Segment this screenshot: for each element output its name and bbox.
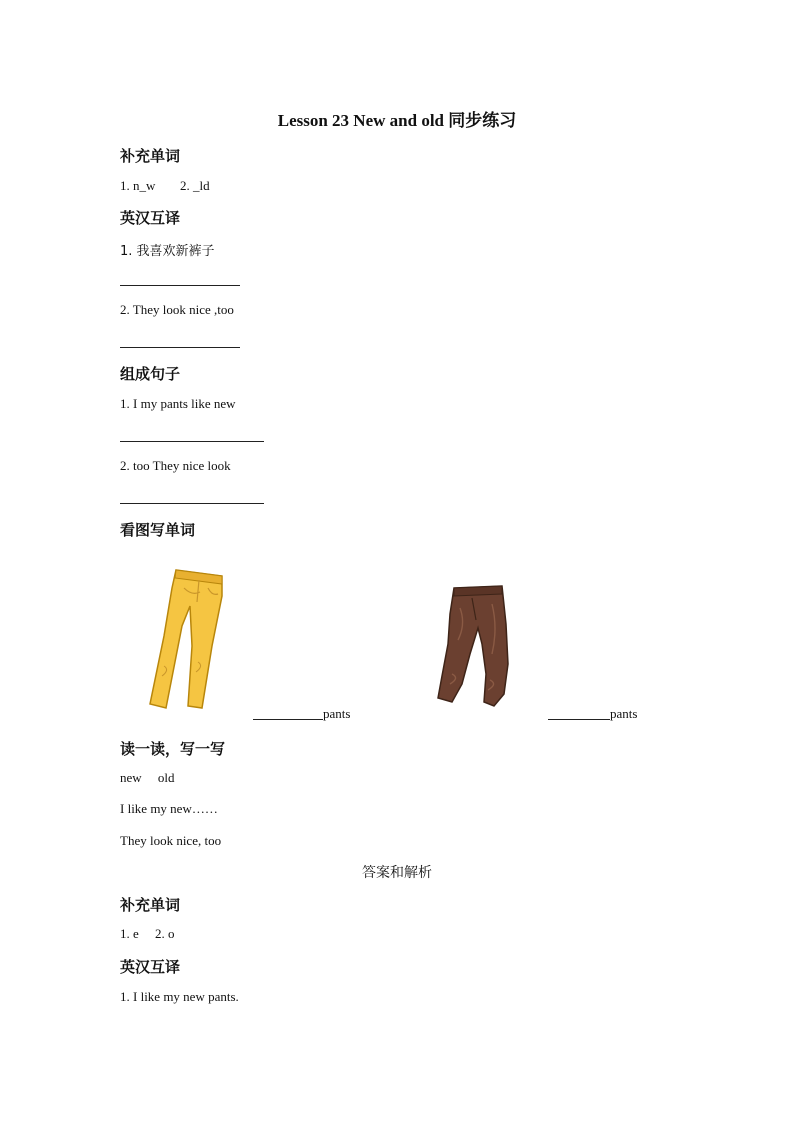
translation-question-2: 2. They look nice ,too bbox=[120, 302, 234, 317]
section-heading-supplement-words: 补充单词 bbox=[120, 147, 181, 165]
sentence-question-1: 1. I my pants like new bbox=[120, 396, 236, 411]
sentence-question-2: 2. too They nice look bbox=[120, 458, 231, 473]
answer-text-1: 1. e 2. o bbox=[120, 926, 175, 941]
answer-section-heading-supplement: 补充单词 bbox=[120, 896, 181, 914]
reading-line-1: I like my new…… bbox=[120, 801, 218, 816]
answer-line[interactable] bbox=[120, 441, 264, 442]
reading-line-2: They look nice, too bbox=[120, 833, 222, 848]
pants-label-1: pants bbox=[323, 706, 351, 721]
answer-section-heading-translation: 英汉互译 bbox=[120, 958, 181, 976]
answer-line[interactable] bbox=[120, 285, 240, 286]
answer-line[interactable] bbox=[120, 503, 264, 504]
question-2: 2. _ld bbox=[180, 178, 210, 193]
answer-line-pants-2[interactable] bbox=[548, 719, 610, 720]
answer-text-2: 1. I like my new pants. bbox=[120, 989, 239, 1004]
translation-question-1: 1. 我喜欢新裤子 bbox=[120, 244, 215, 259]
yellow-pants-icon bbox=[142, 566, 228, 714]
word-list: new old bbox=[120, 770, 175, 785]
page-title: Lesson 23 New and old 同步练习 bbox=[277, 111, 517, 130]
section-heading-read-write: 读一读，写一写 bbox=[120, 740, 226, 758]
section-heading-picture-words: 看图写单词 bbox=[120, 521, 196, 539]
section-heading-form-sentences: 组成句子 bbox=[120, 365, 181, 383]
brown-pants-icon bbox=[432, 584, 512, 710]
answers-heading: 答案和解析 bbox=[362, 865, 432, 881]
pants-label-2: pants bbox=[610, 706, 638, 721]
section-heading-translation: 英汉互译 bbox=[120, 209, 181, 227]
answer-line-pants-1[interactable] bbox=[253, 719, 323, 720]
question-1: 1. n_w bbox=[120, 178, 156, 193]
answer-line[interactable] bbox=[120, 347, 240, 348]
